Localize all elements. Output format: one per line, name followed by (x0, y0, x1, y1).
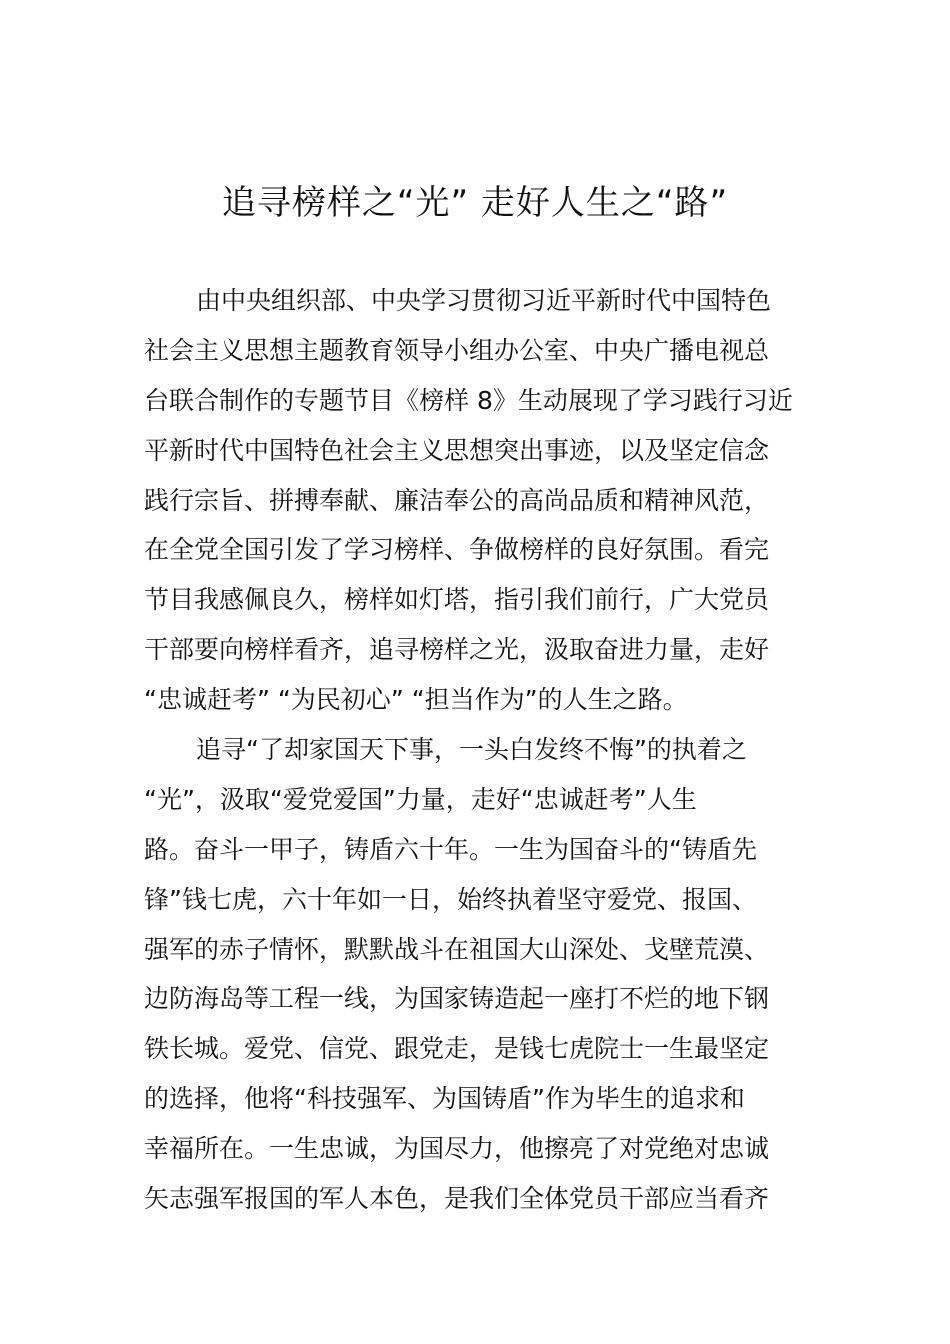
text-line: 矢志强军报国的军人本色，是我们全体党员干部应当看齐 (144, 1184, 770, 1214)
text-line: 节目我感佩良久，榜样如灯塔，指引我们前行，广大党员 (144, 585, 770, 615)
text-line: “忠诚赶考” “为民初心” “担当作为”的人生之路。 (144, 685, 688, 715)
text-line: 平新时代中国特色社会主义思想突出事迹，以及坚定信念 (144, 435, 770, 465)
text-line: 台联合制作的专题节目《榜样 8》生动展现了学习践行习近 (144, 385, 793, 415)
text-line: 边防海岛等工程一线，为国家铸造起一座打不烂的地下钢 (144, 984, 770, 1014)
text-line: 干部要向榜样看齐，追寻榜样之光，汲取奋进力量，走好 (144, 635, 770, 665)
text-line: 强军的赤子情怀，默默战斗在祖国大山深处、戈壁荒漠、 (144, 934, 770, 964)
document-body (144, 276, 808, 1224)
text-line: 路。奋斗一甲子，铸盾六十年。一生为国奋斗的“铸盾先 (144, 834, 757, 864)
text-line: 的选择，他将“科技强军、为国铸盾”作为毕生的追求和 (144, 1084, 745, 1114)
text-line: 在全党全国引发了学习榜样、争做榜样的良好氛围。看完 (144, 535, 770, 565)
paragraph-1 (144, 276, 808, 725)
paragraph-2 (144, 725, 808, 1224)
text-line: 幸福所在。一生忠诚，为国尽力，他擦亮了对党绝对忠诚 (144, 1134, 770, 1164)
text-line: 追寻“了却家国天下事，一头白发终不悔”的执着之 (196, 735, 747, 765)
text-line: 由中央组织部、中央学习贯彻习近平新时代中国特色 (196, 286, 772, 315)
text-line: “光”，汲取“爱党爱国”力量，走好“忠诚赶考”人生 (144, 784, 697, 814)
document-title: 追寻榜样之“光” 走好人生之“路” (221, 183, 729, 223)
text-line: 践行宗旨、拼搏奉献、廉洁奉公的高尚品质和精神风范， (144, 485, 770, 515)
text-line: 铁长城。爱党、信党、跟党走，是钱七虎院士一生最坚定 (144, 1034, 770, 1064)
text-line: 社会主义思想主题教育领导小组办公室、中央广播电视总 (144, 335, 770, 365)
text-line: 锋”钱七虎，六十年如一日，始终执着坚守爱党、报国、 (144, 884, 757, 914)
